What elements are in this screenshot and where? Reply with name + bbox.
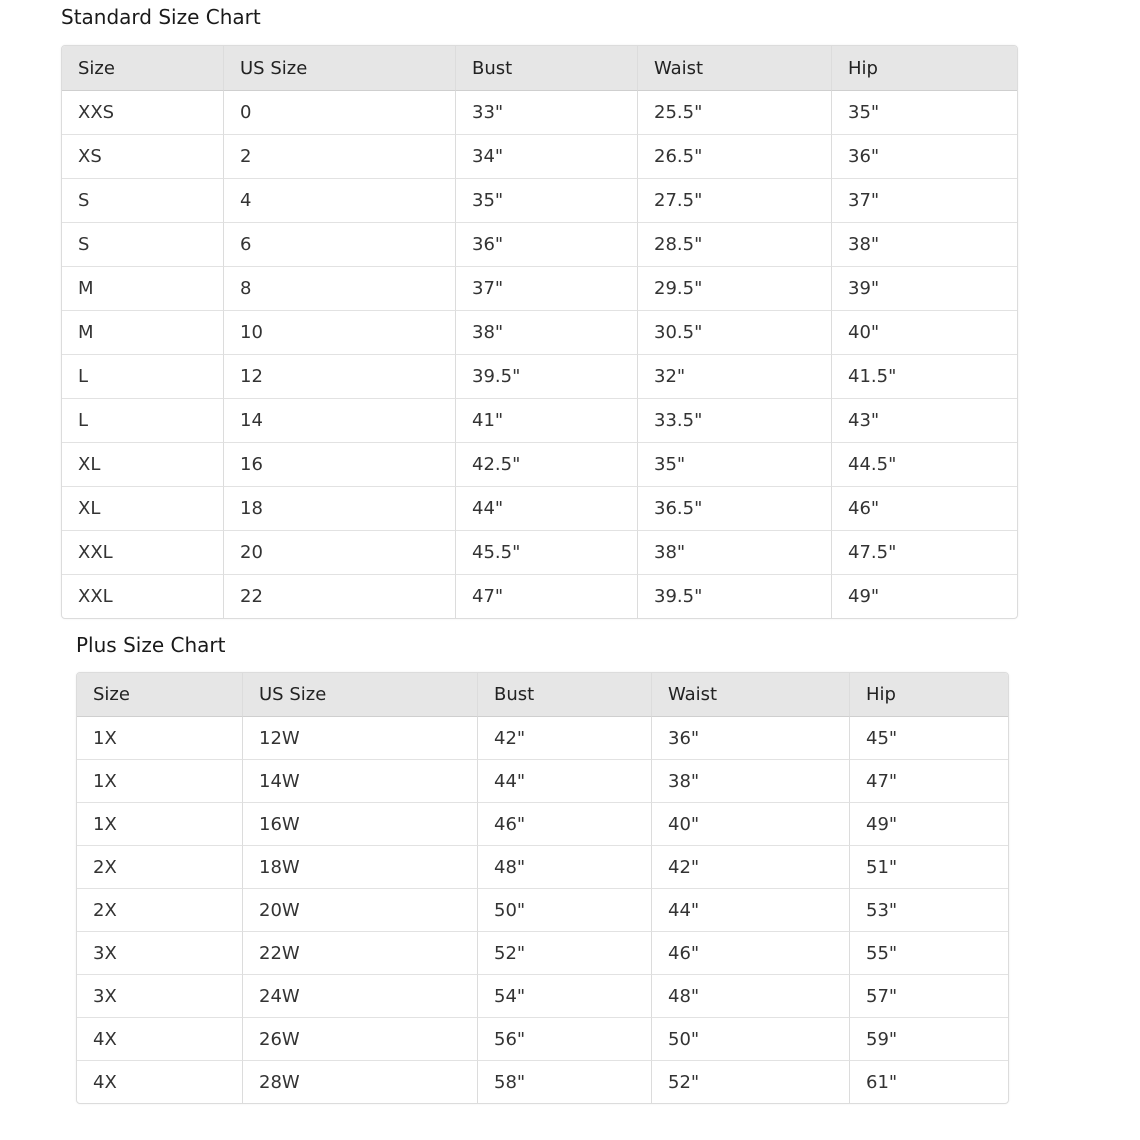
size-cell: 4X: [77, 1061, 243, 1103]
size-cell: 1X: [77, 803, 243, 846]
us-size-cell: 22: [224, 575, 456, 618]
hip-cell: 38": [832, 223, 1017, 267]
waist-cell: 25.5": [638, 91, 832, 135]
us-size-cell: 10: [224, 311, 456, 355]
hip-cell: 36": [832, 135, 1017, 179]
standard-size-table: [61, 45, 1018, 619]
column-header-hip: Hip: [832, 46, 1017, 91]
bust-cell: 34": [456, 135, 638, 179]
size-cell: M: [62, 267, 224, 311]
us-size-cell: 4: [224, 179, 456, 223]
hip-cell: 45": [850, 717, 1008, 760]
bust-cell: 39.5": [456, 355, 638, 399]
table-row: [62, 443, 1017, 487]
bust-cell: 33": [456, 91, 638, 135]
bust-cell: 54": [478, 975, 652, 1018]
size-cell: 2X: [77, 846, 243, 889]
us-size-cell: 16W: [243, 803, 478, 846]
bust-cell: 50": [478, 889, 652, 932]
bust-cell: 45.5": [456, 531, 638, 575]
size-cell: 1X: [77, 760, 243, 803]
us-size-cell: 14W: [243, 760, 478, 803]
table-row: [77, 889, 1008, 932]
table-row: [62, 575, 1017, 618]
table-row: [62, 179, 1017, 223]
size-cell: XXL: [62, 531, 224, 575]
hip-cell: 47": [850, 760, 1008, 803]
waist-cell: 38": [638, 531, 832, 575]
hip-cell: 40": [832, 311, 1017, 355]
column-header-size: Size: [62, 46, 224, 91]
waist-cell: 30.5": [638, 311, 832, 355]
bust-cell: 56": [478, 1018, 652, 1061]
table-header-row: [77, 673, 1008, 717]
bust-cell: 47": [456, 575, 638, 618]
us-size-cell: 12W: [243, 717, 478, 760]
table-row: [77, 1061, 1008, 1103]
bust-cell: 35": [456, 179, 638, 223]
column-header-bust: Bust: [456, 46, 638, 91]
column-header-hip: Hip: [850, 673, 1008, 717]
plus-size-chart-title: Plus Size Chart: [76, 633, 226, 657]
hip-cell: 35": [832, 91, 1017, 135]
waist-cell: 36": [652, 717, 850, 760]
size-cell: S: [62, 179, 224, 223]
waist-cell: 44": [652, 889, 850, 932]
waist-cell: 48": [652, 975, 850, 1018]
table-row: [77, 803, 1008, 846]
waist-cell: 27.5": [638, 179, 832, 223]
table-row: [77, 846, 1008, 889]
hip-cell: 39": [832, 267, 1017, 311]
hip-cell: 59": [850, 1018, 1008, 1061]
size-cell: L: [62, 355, 224, 399]
us-size-cell: 22W: [243, 932, 478, 975]
us-size-cell: 14: [224, 399, 456, 443]
us-size-cell: 26W: [243, 1018, 478, 1061]
us-size-cell: 28W: [243, 1061, 478, 1103]
size-cell: 2X: [77, 889, 243, 932]
table-row: [62, 531, 1017, 575]
hip-cell: 37": [832, 179, 1017, 223]
hip-cell: 41.5": [832, 355, 1017, 399]
table-row: [77, 760, 1008, 803]
column-header-us-size: US Size: [243, 673, 478, 717]
size-cell: 3X: [77, 932, 243, 975]
bust-cell: 37": [456, 267, 638, 311]
waist-cell: 50": [652, 1018, 850, 1061]
hip-cell: 53": [850, 889, 1008, 932]
waist-cell: 35": [638, 443, 832, 487]
column-header-size: Size: [77, 673, 243, 717]
hip-cell: 47.5": [832, 531, 1017, 575]
hip-cell: 46": [832, 487, 1017, 531]
bust-cell: 48": [478, 846, 652, 889]
size-cell: L: [62, 399, 224, 443]
hip-cell: 49": [850, 803, 1008, 846]
us-size-cell: 16: [224, 443, 456, 487]
size-cell: M: [62, 311, 224, 355]
bust-cell: 41": [456, 399, 638, 443]
bust-cell: 42": [478, 717, 652, 760]
column-header-waist: Waist: [638, 46, 832, 91]
waist-cell: 33.5": [638, 399, 832, 443]
hip-cell: 55": [850, 932, 1008, 975]
us-size-cell: 8: [224, 267, 456, 311]
hip-cell: 51": [850, 846, 1008, 889]
bust-cell: 44": [456, 487, 638, 531]
bust-cell: 44": [478, 760, 652, 803]
table-row: [77, 975, 1008, 1018]
column-header-us-size: US Size: [224, 46, 456, 91]
waist-cell: 40": [652, 803, 850, 846]
us-size-cell: 18W: [243, 846, 478, 889]
waist-cell: 46": [652, 932, 850, 975]
us-size-cell: 6: [224, 223, 456, 267]
size-cell: XXL: [62, 575, 224, 618]
size-cell: 3X: [77, 975, 243, 1018]
hip-cell: 61": [866, 1071, 898, 1093]
table-row: [77, 932, 1008, 975]
size-cell: XL: [62, 487, 224, 531]
us-size-cell: 20: [224, 531, 456, 575]
size-cell: XL: [62, 443, 224, 487]
waist-cell: 28.5": [638, 223, 832, 267]
table-row: [77, 1018, 1008, 1061]
hip-cell: 44.5": [832, 443, 1017, 487]
waist-cell: 29.5": [638, 267, 832, 311]
hip-cell: 43": [832, 399, 1017, 443]
us-size-cell: 0: [224, 91, 456, 135]
table-row: [62, 311, 1017, 355]
table-row: [62, 355, 1017, 399]
waist-cell: 36.5": [638, 487, 832, 531]
us-size-cell: 20W: [243, 889, 478, 932]
bust-cell: 58": [478, 1061, 652, 1103]
plus-size-table: [76, 672, 1009, 1104]
bust-cell: 52": [478, 932, 652, 975]
waist-cell: 39.5": [638, 575, 832, 618]
us-size-cell: 24W: [243, 975, 478, 1018]
bust-cell: 46": [478, 803, 652, 846]
bust-cell: 38": [456, 311, 638, 355]
table-row: [62, 487, 1017, 531]
table-row: [62, 91, 1017, 135]
size-cell: XS: [62, 135, 224, 179]
column-header-waist: Waist: [652, 673, 850, 717]
us-size-cell: 18: [224, 487, 456, 531]
bust-cell: 36": [456, 223, 638, 267]
waist-cell: 32": [638, 355, 832, 399]
size-cell: 1X: [77, 717, 243, 760]
size-cell: XXS: [62, 91, 224, 135]
hip-cell: 49": [848, 586, 880, 607]
waist-cell: 26.5": [638, 135, 832, 179]
waist-cell: 42": [652, 846, 850, 889]
standard-size-chart-title: Standard Size Chart: [61, 5, 261, 29]
table-row: [62, 267, 1017, 311]
us-size-cell: 2: [224, 135, 456, 179]
hip-cell: 57": [850, 975, 1008, 1018]
table-row: [62, 223, 1017, 267]
table-header-row: [62, 46, 1017, 91]
column-header-bust: Bust: [478, 673, 652, 717]
waist-cell: 52": [652, 1061, 850, 1103]
size-cell: S: [62, 223, 224, 267]
table-row: [62, 135, 1017, 179]
us-size-cell: 12: [224, 355, 456, 399]
table-row: [77, 717, 1008, 760]
size-cell: 4X: [77, 1018, 243, 1061]
table-row: [62, 399, 1017, 443]
bust-cell: 42.5": [456, 443, 638, 487]
waist-cell: 38": [652, 760, 850, 803]
